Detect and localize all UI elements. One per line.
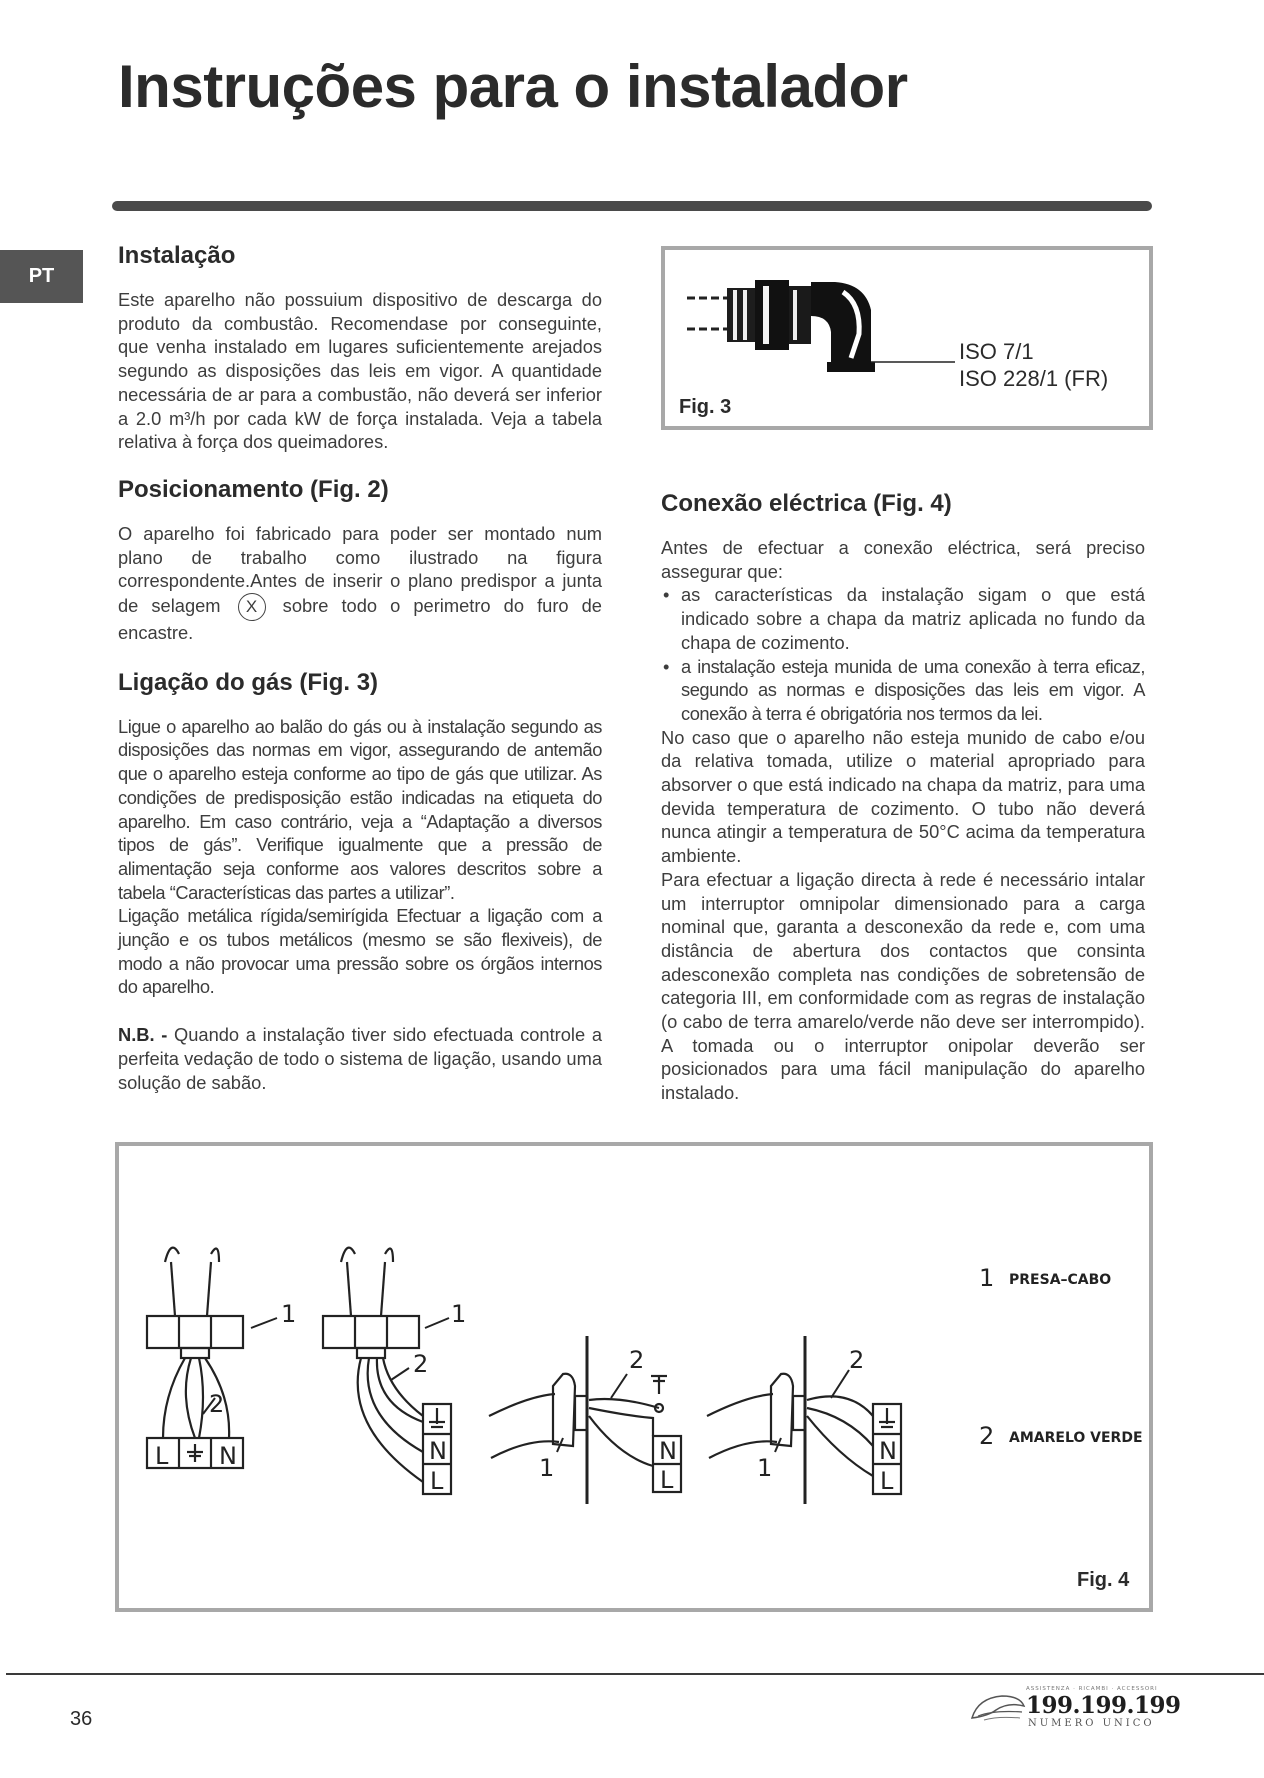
body-text: O aparelho foi fabricado para poder ser montado num plano de trabalho como ilustrado na figura correspondente.Antes de inserir o plano predispor a junta de selagem xyxy=(118,522,602,616)
section-body: Este aparelho não possuium dispositivo de descarga do produto da combustâo. Recomendase por conseguinte, que venha instalado em lugares suficientemente arejados segundo as disposições das leis em vigor. A quantidade necessária de ar para a combustão, não deverá ser inferior a 2.0 m³/h por cada kW de força instalada. Veja a tabela relativa à força dos queimadores. xyxy=(118,289,602,453)
page-number: 36 xyxy=(70,1708,93,1730)
section-ligacao-gas xyxy=(118,669,602,1095)
footer-divider xyxy=(6,1673,1264,1675)
list-item: • a instalação esteja munida de uma conexão à terra eficaz, segundo as normas e disposições das leis em vigor. A conexão à terra é obrigatória nos termos da lei. xyxy=(661,655,1145,726)
nb-text: Quando a instalação tiver sido efectuada controle a perfeita vedação de todo o sistema de ligação, usando uma solução de sabão. xyxy=(118,1024,602,1093)
callout-label: 2 xyxy=(209,1390,225,1418)
iso-label-2: ISO 228/1 (FR) xyxy=(959,366,1109,391)
figure-label: Fig. 3 xyxy=(679,396,732,418)
section-heading: Instalação xyxy=(118,242,236,269)
nb-note xyxy=(118,1023,602,1094)
service-number: 199.199.199 xyxy=(1026,1692,1181,1719)
legend-number: 2 xyxy=(979,1422,995,1450)
section-body: Ligue o aparelho ao balão do gás ou à instalação segundo as disposições das normas em vigor, assegurando de antemão que o aparelho esteja conforme ao tipo de gás que utilizar. As condições de predisposição estão indicadas na etiqueta do aparelho. Em caso contrário, veja a “Adaptação a diversos tipos de gás”. Verifique igualmente que a pressão de alimentação seja conforme aos valores descritos sobre a tabela “Características das partes a utilizar”. xyxy=(118,715,602,903)
section-heading: Posicionamento (Fig. 2) xyxy=(118,475,389,503)
section-instalacao xyxy=(118,242,602,454)
section-body xyxy=(118,522,602,645)
service-subtitle: NUMERO UNICO xyxy=(1028,1718,1155,1729)
figure-4 xyxy=(115,1142,1153,1612)
seal-symbol: X xyxy=(238,593,266,621)
service-logo xyxy=(968,1686,1181,1730)
section-intro: Antes de efectuar a conexão eléctrica, será preciso assegurar que: xyxy=(661,537,1145,582)
figure-label: Fig. 4 xyxy=(1077,1569,1130,1591)
callout-label: 1 xyxy=(451,1300,467,1328)
callout-label: 1 xyxy=(757,1454,773,1482)
phone-icon xyxy=(968,1688,1028,1728)
terminal-label: N xyxy=(879,1437,897,1465)
terminal-label: L xyxy=(660,1466,674,1494)
legend-number: 1 xyxy=(979,1264,995,1292)
terminal-label: N xyxy=(219,1442,237,1470)
wiring-diagram xyxy=(119,1146,1149,1608)
list-item: • as características da instalação sigam o que está indicado sobre a chapa da matriz aplicada no fundo da chapa de cozimento. xyxy=(661,583,1145,654)
language-tab: PT xyxy=(0,250,83,303)
figure-3 xyxy=(661,246,1153,430)
callout-label: 1 xyxy=(539,1454,555,1482)
legend-text: AMARELO VERDE xyxy=(1009,1430,1143,1446)
callout-label: 2 xyxy=(629,1346,645,1374)
section-posicionamento xyxy=(118,476,602,645)
legend-text: PRESA–CABO xyxy=(1009,1272,1112,1288)
requirements-list xyxy=(661,583,1145,725)
terminal-label: L xyxy=(155,1442,169,1470)
terminal-label: L xyxy=(430,1467,444,1495)
callout-label: 2 xyxy=(849,1346,865,1374)
callout-label: 2 xyxy=(413,1350,429,1378)
title-divider xyxy=(112,201,1152,211)
section-body: No caso que o aparelho não esteja munido de cabo e/ou da relativa tomada, utilize o material apropriado para absorver o que está indicado na chapa da matriz, para uma devida temperatura de cozimento. O tubo não deverá nunca atingir a temperatura de 50°C acima da temperatura ambiente. xyxy=(661,726,1145,867)
section-body: Ligação metálica rígida/semirígida Efectuar a ligação com a junção e os tubos metálicos (mesmo se são flexiveis), de modo a não provocar uma pressão sobre os órgãos internos do aparelho. xyxy=(118,905,602,998)
terminal-label: N xyxy=(659,1437,677,1465)
body-text: sobre todo o perimetro do furo de encastre. xyxy=(118,594,602,644)
gas-fitting-drawing xyxy=(665,250,1149,426)
right-column xyxy=(661,490,1145,1105)
iso-label-1: ISO 7/1 xyxy=(959,339,1034,364)
section-heading: Conexão eléctrica (Fig. 4) xyxy=(661,490,952,517)
nb-label: N.B. - xyxy=(118,1024,168,1046)
section-heading: Ligação do gás (Fig. 3) xyxy=(118,668,379,696)
service-tagline: ASSISTENZA · RICAMBI · ACCESSORI xyxy=(1026,1686,1158,1692)
terminal-label: N xyxy=(429,1437,447,1465)
left-column xyxy=(118,242,602,1120)
callout-label: 1 xyxy=(281,1300,297,1328)
terminal-label: L xyxy=(880,1467,894,1495)
section-body: Para efectuar a ligação directa à rede é necessário intalar um interruptor omnipolar dimensionado para a carga nominal que, garanta a desconexão da rede e, com uma distância de abertura dos contactos que consinta adesconexão completa nas condições de sobretensão de categoria III, em conformidade com as regras de instalação (o cabo de terra amarelo/verde não deve ser interrompido). A tomada ou o interruptor onipolar deverão ser posicionados para uma fácil manipulação do aparelho instalado. xyxy=(661,868,1145,1104)
page-title: Instruções para o instalador xyxy=(118,53,908,120)
